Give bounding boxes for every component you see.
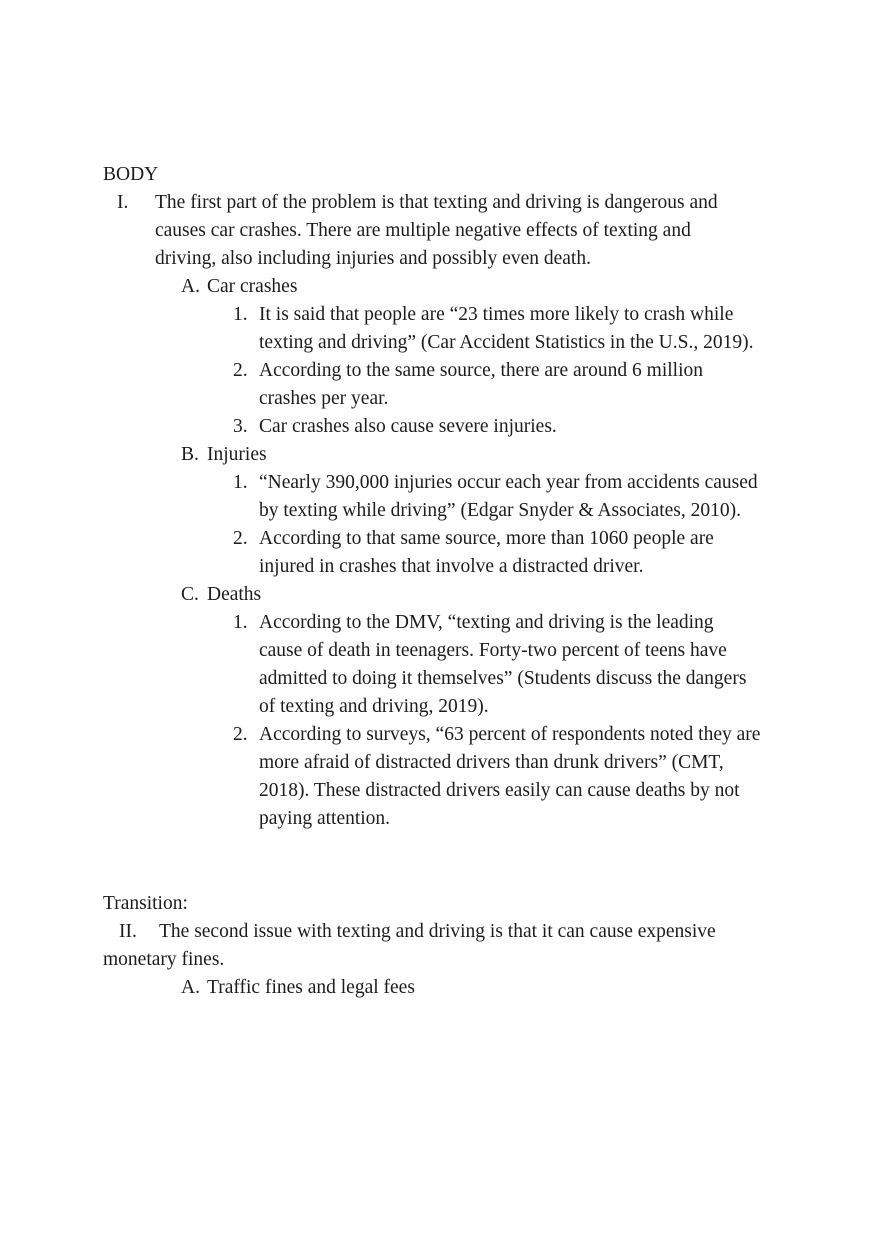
- item-text-line: 2018). These distracted drivers easily can cause deaths by not: [259, 780, 740, 801]
- section-1-text-line: driving, also including injuries and possibly even death.: [155, 248, 591, 269]
- item-text-line: According to the DMV, “texting and driving is the leading: [259, 612, 714, 633]
- section-1-text-line: The first part of the problem is that texting and driving is dangerous and: [155, 192, 718, 213]
- subsection-b-marker: B.: [181, 444, 199, 465]
- item-text-line: According to that same source, more than 1060 people are: [259, 528, 714, 549]
- item-number: 1.: [233, 472, 248, 493]
- item-text-line: According to surveys, “63 percent of respondents noted they are: [259, 724, 761, 745]
- item-text-line: more afraid of distracted drivers than drunk drivers” (CMT,: [259, 752, 724, 773]
- subsection-c-title: Deaths: [207, 584, 262, 605]
- section-2-text-line: monetary fines.: [103, 949, 225, 970]
- section-2-numeral: II.: [119, 921, 137, 942]
- item-text-line: Car crashes also cause severe injuries.: [259, 416, 557, 437]
- item-text-line: of texting and driving, 2019).: [259, 696, 489, 717]
- body-heading: BODY: [103, 164, 159, 185]
- subsection-b-title: Injuries: [207, 444, 267, 465]
- item-text-line: texting and driving” (Car Accident Statistics in the U.S., 2019).: [259, 332, 754, 353]
- item-number: 2.: [233, 528, 248, 549]
- section-1-text-line: causes car crashes. There are multiple negative effects of texting and: [155, 220, 691, 241]
- subsection-a-marker: A.: [181, 276, 200, 297]
- item-text-line: cause of death in teenagers. Forty-two percent of teens have: [259, 640, 727, 661]
- subsection-c-marker: C.: [181, 584, 199, 605]
- transition-label: Transition:: [103, 893, 188, 914]
- item-number: 3.: [233, 416, 248, 437]
- item-text-line: crashes per year.: [259, 388, 389, 409]
- section-1-numeral: I.: [117, 192, 129, 213]
- item-number: 1.: [233, 304, 248, 325]
- section-2-text-line: The second issue with texting and driving is that it can cause expensive: [159, 921, 716, 942]
- item-text-line: admitted to doing it themselves” (Students discuss the dangers: [259, 668, 747, 689]
- item-text-line: by texting while driving” (Edgar Snyder & Associates, 2010).: [259, 500, 741, 521]
- subsection-a-title: Car crashes: [207, 276, 298, 297]
- item-text-line: paying attention.: [259, 808, 391, 829]
- section-2-subsection-a-title: Traffic fines and legal fees: [207, 977, 415, 998]
- item-number: 1.: [233, 612, 248, 633]
- item-text-line: injured in crashes that involve a distracted driver.: [259, 556, 644, 577]
- item-number: 2.: [233, 724, 248, 745]
- item-text-line: “Nearly 390,000 injuries occur each year from accidents caused: [259, 472, 758, 493]
- item-text-line: According to the same source, there are around 6 million: [259, 360, 704, 381]
- item-number: 2.: [233, 360, 248, 381]
- section-2-subsection-a-marker: A.: [181, 977, 200, 998]
- item-text-line: It is said that people are “23 times more likely to crash while: [259, 304, 734, 325]
